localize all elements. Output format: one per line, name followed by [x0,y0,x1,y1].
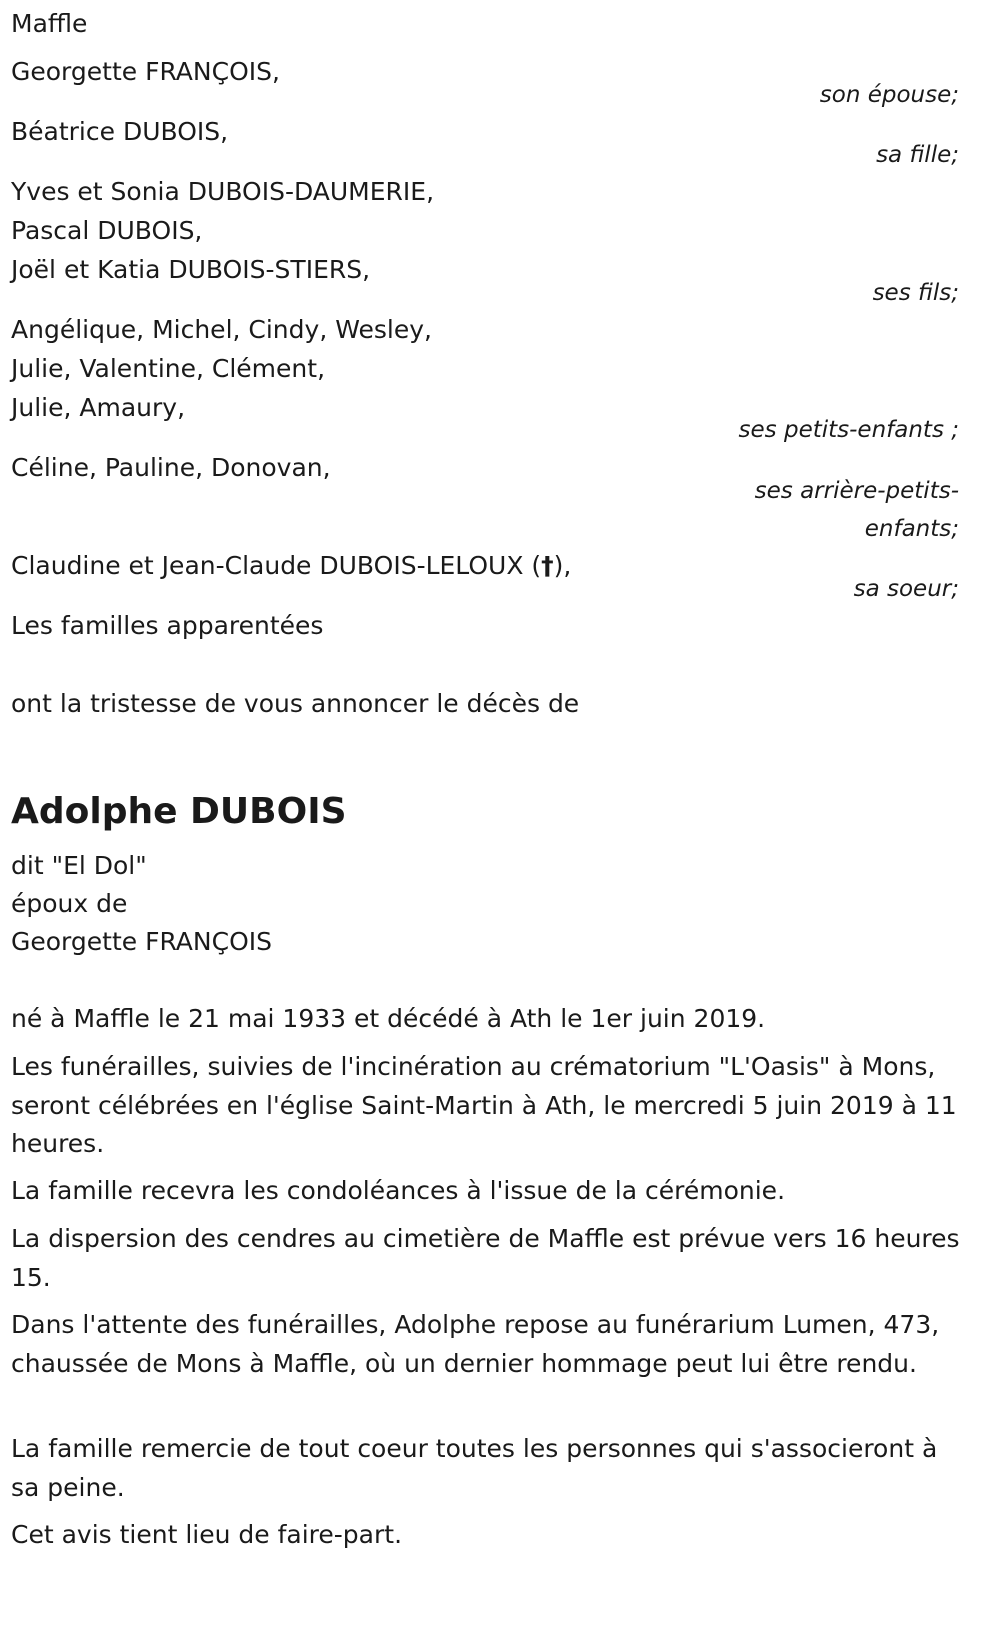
thanks-paragraph: La famille remercie de tout coeur toutes les personnes qui s'associeront à sa peine. [11,1434,938,1502]
son-name: Pascal DUBOIS, [11,216,203,245]
deceased-name: Adolphe DUBOIS [11,791,347,832]
son-name: Joël et Katia DUBOIS-STIERS, [11,255,371,284]
daughter-role: sa fille; [876,142,959,168]
wife-role: son épouse; [819,82,959,108]
deceased-nickname: dit "El Dol" [11,851,147,880]
location-heading: Maffle [11,9,88,38]
sons-role: ses fils; [872,280,959,306]
funerarium-paragraph: Dans l'attente des funérailles, Adolphe repose au funérarium Lumen, 473, chaussée de Mons à Maffle, où un dernier hommage peut lui être rendu. [11,1310,940,1378]
condolences-paragraph: La famille recevra les condoléances à l'issue de la cérémonie. [11,1176,786,1205]
great-grandchildren-role: ses arrière-petits-enfants; [754,478,959,542]
relatives-line: Les familles apparentées [11,611,324,640]
wife-name: Georgette FRANÇOIS, [11,57,280,86]
grandchildren-names: Julie, Amaury, [11,393,186,422]
grandchildren-role: ses petits-enfants ; [738,417,959,443]
sister-name-text: Claudine et Jean-Claude DUBOIS-LELOUX ( [11,551,542,580]
great-grandchildren-names: Céline, Pauline, Donovan, [11,453,331,482]
notice-paragraph: Cet avis tient lieu de faire-part. [11,1520,403,1549]
spouse-name: Georgette FRANÇOIS [11,927,272,956]
grandchildren-names: Julie, Valentine, Clément, [11,354,326,383]
sister-name-closing: ), [553,551,572,580]
daughter-name: Béatrice DUBOIS, [11,117,229,146]
birth-death-paragraph: né à Maffle le 21 mai 1933 et décédé à Ath le 1er juin 2019. [11,1004,766,1033]
sister-role: sa soeur; [853,576,959,602]
funeral-paragraph: Les funérailles, suivies de l'incinération au crématorium "L'Oasis" à Mons, seront célébrées en l'église Saint-Martin à Ath, le mercredi 5 juin 2019 à 11 heures. [11,1052,957,1158]
announcement-line: ont la tristesse de vous annoncer le décès de [11,689,580,718]
cross-icon: † [541,551,554,580]
grandchildren-names: Angélique, Michel, Cindy, Wesley, [11,315,432,344]
ashes-paragraph: La dispersion des cendres au cimetière de Maffle est prévue vers 16 heures 15. [11,1224,960,1292]
spouse-label: époux de [11,889,128,918]
son-name: Yves et Sonia DUBOIS-DAUMERIE, [11,177,435,206]
sister-name [11,547,571,585]
